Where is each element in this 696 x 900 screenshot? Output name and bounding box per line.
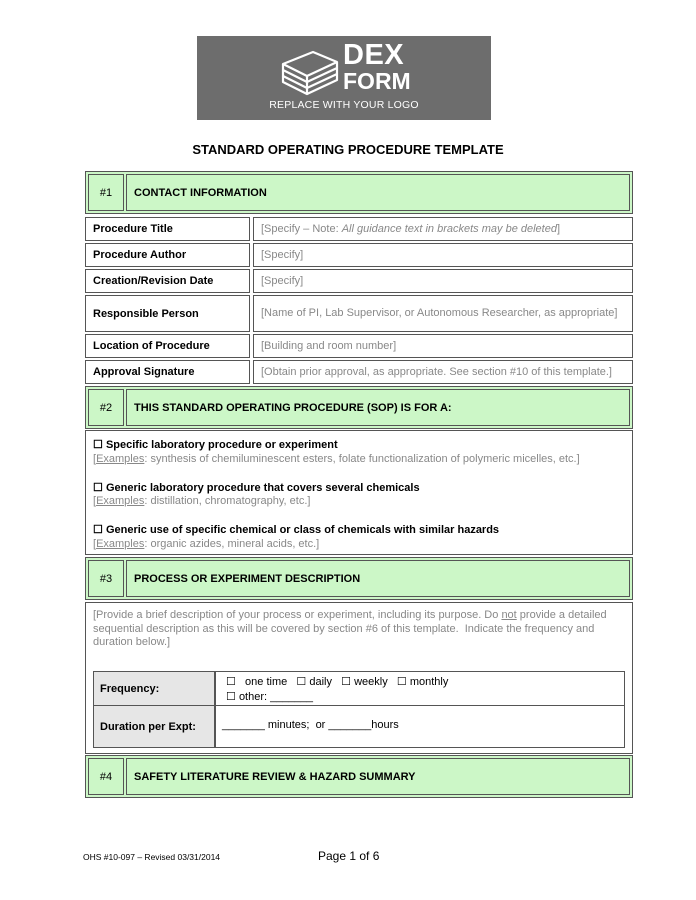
company-logo (197, 36, 491, 120)
option-examples (93, 495, 310, 507)
location-field[interactable]: [Building and room number] (253, 334, 633, 358)
approval-signature-field[interactable]: [Obtain prior approval, as appropriate. See section #10 of this template.] (253, 360, 633, 384)
examples-text: : distillation, chromatography, etc.] (144, 495, 311, 507)
section-1-label: CONTACT INFORMATION (126, 174, 630, 211)
frequency-options (215, 671, 625, 706)
responsible-person-label: Responsible Person (85, 295, 250, 332)
creation-date-field[interactable]: [Specify] (253, 269, 633, 293)
duration-label: Duration per Expt: (93, 705, 215, 748)
frequency-line-1 (226, 675, 448, 688)
footer-document-id: OHS #10-097 – Revised 03/31/2014 (83, 852, 221, 862)
examples-word: Examples (96, 453, 145, 465)
duration-field[interactable] (215, 705, 625, 748)
section-4-label: SAFETY LITERATURE REVIEW & HAZARD SUMMARY (126, 758, 630, 795)
procedure-author-field[interactable]: [Specify] (253, 243, 633, 267)
examples-word: Examples (96, 495, 145, 507)
section-1-number: #1 (88, 174, 124, 211)
section-2-number: #2 (88, 389, 124, 426)
procedure-author-label: Procedure Author (85, 243, 250, 267)
bracket: [ (93, 538, 97, 550)
other-label[interactable]: other: _______ (238, 691, 313, 703)
option-examples (93, 453, 580, 465)
bracket: [ (93, 495, 97, 507)
checkbox-daily[interactable]: ☐ (296, 676, 307, 688)
examples-text: : synthesis of chemiluminescent esters, folate functionalization of polymeric micelles, etc.] (144, 453, 580, 465)
logo-text-dex: DEX (343, 39, 405, 71)
monthly-label: monthly (409, 676, 449, 688)
checkbox-other[interactable]: ☐ (226, 691, 236, 703)
option-generic-chemical-use[interactable] (93, 523, 499, 536)
option-label: Generic laboratory procedure that covers several chemicals (105, 482, 420, 494)
location-label: Location of Procedure (85, 334, 250, 358)
responsible-person-field[interactable]: [Name of PI, Lab Supervisor, or Autonomous Researcher, as appropriate] (253, 295, 633, 332)
description-text-rest: provide a detailed sequential description as this will be covered by section #6 of this template. Indicate the frequency and duration below.] (93, 609, 610, 648)
option-label: Specific laboratory procedure or experiment (105, 439, 338, 451)
checkbox-icon[interactable]: ☐ (93, 482, 103, 494)
frequency-label: Frequency: (93, 671, 215, 706)
checkbox-icon[interactable]: ☐ (93, 439, 103, 451)
logo-text-form: FORM (343, 68, 411, 94)
procedure-title-placeholder-pre: [Specify – Note: (261, 222, 342, 235)
section-3-number: #3 (88, 560, 124, 597)
footer-page-number: Page 1 of 6 (318, 849, 380, 863)
daily-label: daily (309, 676, 332, 688)
checkbox-monthly[interactable]: ☐ (396, 676, 407, 688)
section-1-header (85, 171, 633, 214)
bracket: [ (93, 453, 97, 465)
frequency-line-2 (226, 690, 313, 703)
checkbox-icon[interactable]: ☐ (93, 524, 103, 536)
one-time-label: one time (245, 676, 288, 688)
section-4-number: #4 (88, 758, 124, 795)
duration-value[interactable]: _______ minutes; or _______hours (222, 719, 399, 731)
option-label: Generic use of specific chemical or class of chemicals with similar hazards (105, 524, 500, 536)
section-4-header (85, 755, 633, 798)
creation-date-label: Creation/Revision Date (85, 269, 250, 293)
examples-word: Examples (96, 538, 145, 550)
stacked-papers-icon (279, 46, 341, 98)
examples-text: : organic azides, mineral acids, etc.] (144, 538, 320, 550)
section-2-header (85, 386, 633, 429)
option-examples (93, 538, 319, 550)
approval-signature-label: Approval Signature (85, 360, 250, 384)
checkbox-one-time[interactable]: ☐ (226, 676, 236, 688)
section-3-label: PROCESS OR EXPERIMENT DESCRIPTION (126, 560, 630, 597)
option-specific-procedure[interactable] (93, 438, 338, 451)
description-not: not (501, 609, 517, 621)
section-3-header (85, 557, 633, 600)
procedure-title-label: Procedure Title (85, 217, 250, 241)
sop-type-options (85, 430, 633, 555)
process-description-field[interactable] (93, 609, 623, 650)
weekly-label: weekly (354, 676, 388, 688)
document-title: STANDARD OPERATING PROCEDURE TEMPLATE (192, 142, 504, 157)
procedure-title-field[interactable] (253, 217, 633, 241)
logo-subtitle: REPLACE WITH YOUR LOGO (269, 99, 419, 111)
option-generic-procedure[interactable] (93, 481, 420, 494)
procedure-title-placeholder-note: All guidance text in brackets may be deleted (341, 222, 557, 235)
checkbox-weekly[interactable]: ☐ (341, 676, 352, 688)
description-text: [Provide a brief description of your process or experiment, including its purpose. Do (93, 609, 502, 621)
procedure-title-placeholder-post: ] (556, 222, 561, 235)
section-2-label: THIS STANDARD OPERATING PROCEDURE (SOP) IS FOR A: (126, 389, 630, 426)
